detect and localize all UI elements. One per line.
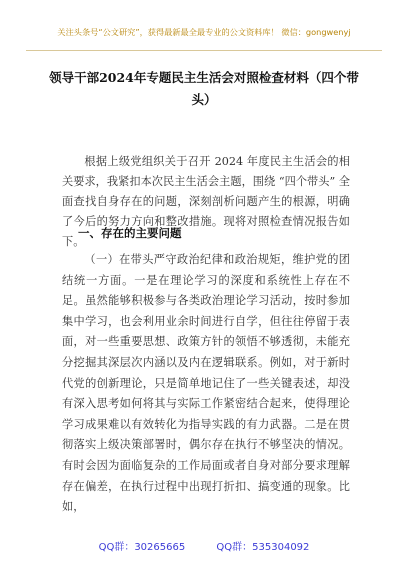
header-notice: 关注头条号“公文研究”，获得最新最全最专业的公文资料库！ 微信：gongwenyj bbox=[57, 27, 351, 37]
section-heading: 一、存在的主要问题 bbox=[78, 226, 182, 240]
intro-paragraph: 根据上级党组织关于召开 2024 年度民主生活会的相关要求，我紧扣本次民主生活会主题，围绕 “四个带头” 全面查找自身存在的问题，深刻剖析问题产生的根源，明确了今后的努力方向和整改措施。现将对照检查情况报告如下。 bbox=[62, 155, 350, 248]
section-paragraph: （一）在带头严守政治纪律和政治规矩，维护党的团结统一方面。一是在理论学习的深度和系统性上存在不足。虽然能够积极参与各类政治理论学习活动，按时参加集中学习，也会利用业余时间进行自学，但往往停留于表面，对一些重要思想、政策方针的领悟不够透彻，未能充分挖掘其深层次内涵以及内在逻辑联系。例如，对于新时代党的创新理论，只是简单地记住了一些关键表述，却没有深入思考如何将其与实际工作紧密结合起来，使得理论学习成果难以有效转化为指导实践的有力武器。二是在贯彻落实上级决策部署时，偶尔存在执行不够坚决的情况。有时会因为面临复杂的工作局面或者自身对部分要求理解存在偏差，在执行过程中出现打折扣、搞变通的现象。比如， bbox=[62, 253, 350, 514]
footer-qq-group-2: QQ群：535304092 bbox=[216, 542, 310, 553]
document-title: 领导干部2024年专题民主生活会对照检查材料（四个带头） bbox=[49, 70, 359, 107]
footer-qq-group-1: QQ群：30265665 bbox=[98, 542, 186, 553]
footer bbox=[0, 538, 408, 553]
header-banner bbox=[26, 14, 382, 51]
